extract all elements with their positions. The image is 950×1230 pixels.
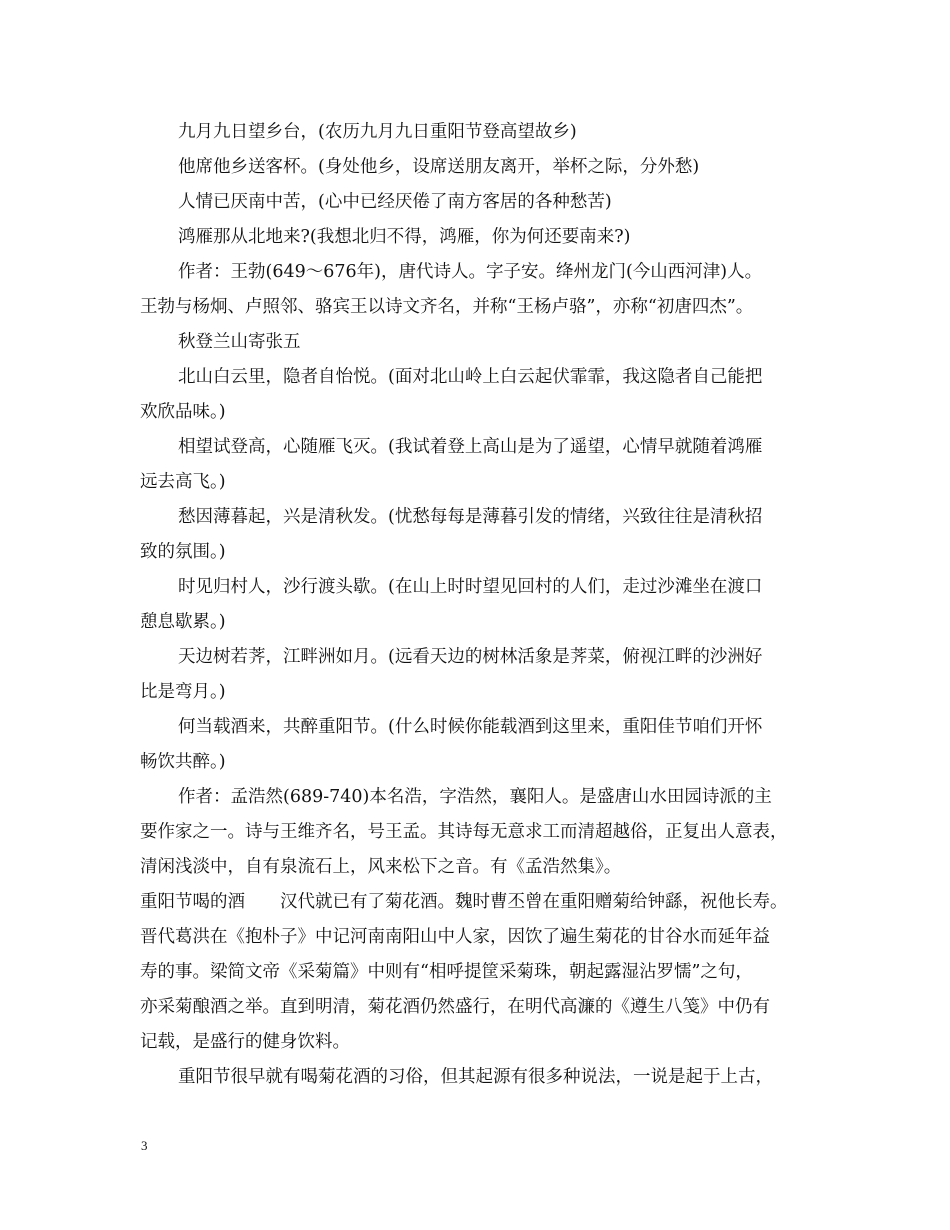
- poem-line: 致的氛围。): [140, 542, 226, 562]
- poem-line: 北山白云里，隐者自怡悦。(面对北山岭上白云起伏霏霏，我这隐者自己能把: [178, 367, 763, 387]
- poem-line: 何当载酒来，共醉重阳节。(什么时候你能载酒到这里来，重阳佳节咱们开怀: [178, 717, 763, 737]
- author-note: 王勃与杨炯、卢照邻、骆宾王以诗文齐名，并称“王杨卢骆”，亦称“初唐四杰”。: [140, 297, 754, 317]
- author-note: 作者：孟浩然(689-740)本名浩，字浩然，襄阳人。是盛唐山水田园诗派的主: [178, 787, 772, 807]
- poem-line: 愁因薄暮起，兴是清秋发。(忧愁每每是薄暮引发的情绪，兴致往往是清秋招: [178, 507, 763, 527]
- poem-title: 秋登兰山寄张五: [178, 332, 301, 352]
- poem-line: 远去高飞。): [140, 472, 226, 492]
- poem-line: 比是弯月。): [140, 682, 226, 702]
- poem-line: 九月九日望乡台，(农历九月九日重阳节登高望故乡): [178, 122, 577, 142]
- paragraph-line: 亦采菊酿酒之举。直到明清，菊花酒仍然盛行，在明代高濂的《遵生八笺》中仍有: [140, 997, 770, 1017]
- poem-line: 欢欣品味。): [140, 402, 226, 422]
- author-note: 清闲浅淡中，自有泉流石上，风来松下之音。有《孟浩然集》。: [140, 857, 622, 877]
- paragraph-line: 寿的事。梁简文帝《采菊篇》中则有“相呼提筐采菊珠，朝起露湿沾罗懦”之句，: [140, 962, 753, 982]
- poem-line: 人情已厌南中苦，(心中已经厌倦了南方客居的各种愁苦): [178, 192, 612, 212]
- paragraph-line: 记载，是盛行的健身饮料。: [140, 1032, 350, 1052]
- author-note: 作者：王勃(649～676年)，唐代诗人。字子安。绛州龙门(今山西河津)人。: [178, 262, 763, 282]
- poem-line: 天边树若荠，江畔洲如月。(远看天边的树林活象是荠菜，俯视江畔的沙洲好: [178, 647, 763, 667]
- paragraph-line: 重阳节喝的酒 汉代就已有了菊花酒。魏时曹丕曾在重阳赠菊给钟繇，祝他长寿。: [140, 892, 788, 912]
- poem-line: 鸿雁那从北地来?(我想北归不得，鸿雁，你为何还要南来?): [178, 227, 631, 247]
- poem-line: 他席他乡送客杯。(身处他乡，设席送朋友离开，举杯之际，分外愁): [178, 157, 700, 177]
- poem-line: 畅饮共醉。): [140, 752, 226, 772]
- paragraph-line: 重阳节很早就有喝菊花酒的习俗，但其起源有很多种说法，一说是起于上古，: [178, 1067, 773, 1087]
- paragraph-line: 晋代葛洪在《抱朴子》中记河南南阳山中人家，因饮了遍生菊花的甘谷水而延年益: [140, 927, 770, 947]
- page-number: 3: [141, 1138, 148, 1153]
- author-note: 要作家之一。诗与王维齐名，号王孟。其诗每无意求工而清超越俗，正复出人意表，: [140, 822, 788, 842]
- poem-line: 相望试登高，心随雁飞灭。(我试着登上高山是为了遥望，心情早就随着鸿雁: [178, 437, 763, 457]
- poem-line: 时见归村人，沙行渡头歇。(在山上时时望见回村的人们，走过沙滩坐在渡口: [178, 577, 763, 597]
- poem-line: 憩息歇累。): [140, 612, 226, 632]
